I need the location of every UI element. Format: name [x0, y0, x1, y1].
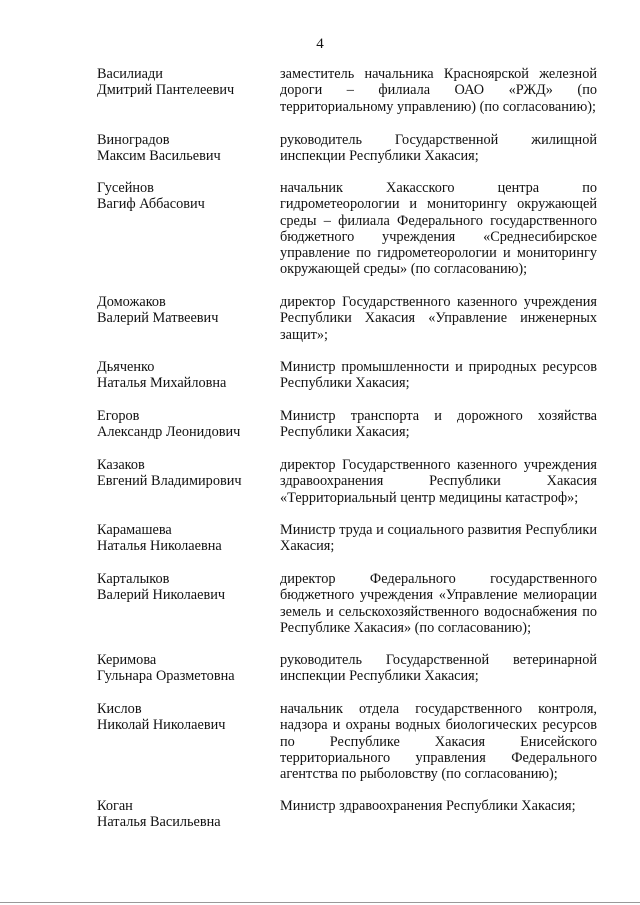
member-entry	[97, 652, 597, 685]
member-name	[97, 652, 280, 685]
position-line: Министр здравоохранения Республики Хакасия;	[280, 798, 576, 814]
member-surname: Василиади	[97, 66, 163, 82]
member-entry	[97, 180, 597, 278]
member-name	[97, 359, 280, 392]
position-line: Республики Хакасия «Управление инженерных	[280, 310, 597, 327]
member-given-names: Николай Николаевич	[97, 717, 226, 734]
member-position	[280, 294, 597, 343]
position-line: гидрометеорологии и мониторингу окружающей	[280, 196, 597, 213]
position-line: директор Государственного казенного учреждения	[280, 457, 597, 473]
page-number: 4	[316, 36, 324, 52]
member-position	[280, 132, 597, 165]
position-line: директор Государственного казенного учреждения	[280, 294, 597, 310]
position-line: Министр промышленности и природных ресурсов	[280, 359, 597, 375]
member-surname: Егоров	[97, 408, 140, 424]
position-line: территориального управления Федерального	[280, 749, 597, 766]
position-line: бюджетного учреждения «Управление мелиорации	[280, 587, 597, 604]
position-line: Республики Хакасия;	[280, 375, 410, 392]
position-line: надзора и охраны водных биологических ресурсов	[280, 717, 597, 734]
member-entry	[97, 66, 597, 115]
member-surname: Виноградов	[97, 132, 170, 148]
member-entry	[97, 522, 597, 555]
member-surname: Доможаков	[97, 294, 166, 310]
member-position	[280, 701, 597, 782]
position-line: бюджетного учреждения «Среднесибирское	[280, 228, 597, 245]
member-given-names: Дмитрий Пантелеевич	[97, 82, 235, 99]
member-entry	[97, 132, 597, 165]
position-line: управление по гидрометеорологии и мониторингу	[280, 245, 597, 262]
position-line: Министр транспорта и дорожного хозяйства	[280, 408, 597, 424]
member-surname: Кислов	[97, 701, 142, 717]
member-position	[280, 571, 597, 636]
member-name	[97, 457, 280, 506]
position-line: дороги – филиала ОАО «РЖД» (по	[280, 82, 597, 99]
member-entry	[97, 457, 597, 506]
member-name	[97, 132, 280, 165]
member-position	[280, 359, 597, 392]
member-position	[280, 652, 597, 685]
member-surname: Карталыков	[97, 571, 170, 587]
member-name	[97, 798, 280, 831]
member-position	[280, 522, 597, 555]
position-line: земель и сельскохозяйственного водоснабжения по	[280, 603, 597, 620]
member-surname: Карамашева	[97, 522, 172, 538]
member-entry	[97, 359, 597, 392]
member-entry	[97, 408, 597, 441]
member-given-names: Гульнара Оразметовна	[97, 668, 235, 685]
member-name	[97, 180, 280, 278]
position-line: начальник отдела государственного контроля,	[280, 701, 597, 717]
position-line: агентства по рыболовству (по согласованию);	[280, 766, 558, 783]
position-line: заместитель начальника Красноярской железной	[280, 66, 597, 82]
member-position	[280, 66, 597, 115]
member-name	[97, 408, 280, 441]
position-line: начальник Хакасского центра по	[280, 180, 597, 196]
member-given-names: Александр Леонидович	[97, 424, 241, 441]
position-line: Республики Хакасия;	[280, 424, 410, 441]
position-line: защит»;	[280, 326, 329, 343]
member-given-names: Наталья Михайловна	[97, 375, 227, 392]
member-surname: Гусейнов	[97, 180, 154, 196]
member-given-names: Максим Васильевич	[97, 148, 221, 165]
member-entry	[97, 571, 597, 636]
member-entry	[97, 701, 597, 782]
position-line: руководитель Государственной жилищной	[280, 132, 597, 148]
position-line: среды – филиала Федерального государственного	[280, 212, 597, 229]
position-line: Министр труда и социального развития Республики	[280, 522, 597, 538]
member-name	[97, 294, 280, 343]
position-line: руководитель Государственной ветеринарной	[280, 652, 597, 668]
member-given-names: Евгений Владимирович	[97, 473, 242, 490]
member-position	[280, 798, 597, 831]
member-position	[280, 180, 597, 278]
member-position	[280, 408, 597, 441]
position-line: по Республике Хакасия Енисейского	[280, 733, 597, 750]
position-line: директор Федерального государственного	[280, 571, 597, 587]
position-line: Республике Хакасия» (по согласованию);	[280, 619, 532, 636]
position-line: территориальному управлению) (по согласованию);	[280, 98, 596, 115]
position-line: инспекции Республики Хакасия;	[280, 668, 479, 685]
member-entry	[97, 798, 597, 831]
member-given-names: Валерий Матвеевич	[97, 310, 219, 327]
position-line: «Территориальный центр медицины катастроф»;	[280, 489, 579, 506]
member-name	[97, 66, 280, 115]
member-surname: Дьяченко	[97, 359, 155, 375]
position-line: Хакасия;	[280, 538, 335, 555]
member-surname: Керимова	[97, 652, 157, 668]
member-name	[97, 571, 280, 636]
member-given-names: Наталья Васильевна	[97, 814, 221, 831]
position-line: инспекции Республики Хакасия;	[280, 148, 479, 165]
member-given-names: Вагиф Аббасович	[97, 196, 205, 213]
member-surname: Коган	[97, 798, 133, 814]
member-name	[97, 522, 280, 555]
member-entry	[97, 294, 597, 343]
page-bottom-edge	[0, 902, 640, 903]
position-line: здравоохранения Республики Хакасия	[280, 473, 597, 490]
member-position	[280, 457, 597, 506]
position-line: окружающей среды» (по согласованию);	[280, 261, 528, 278]
member-name	[97, 701, 280, 782]
member-surname: Казаков	[97, 457, 145, 473]
member-given-names: Валерий Николаевич	[97, 587, 226, 604]
member-given-names: Наталья Николаевна	[97, 538, 222, 555]
